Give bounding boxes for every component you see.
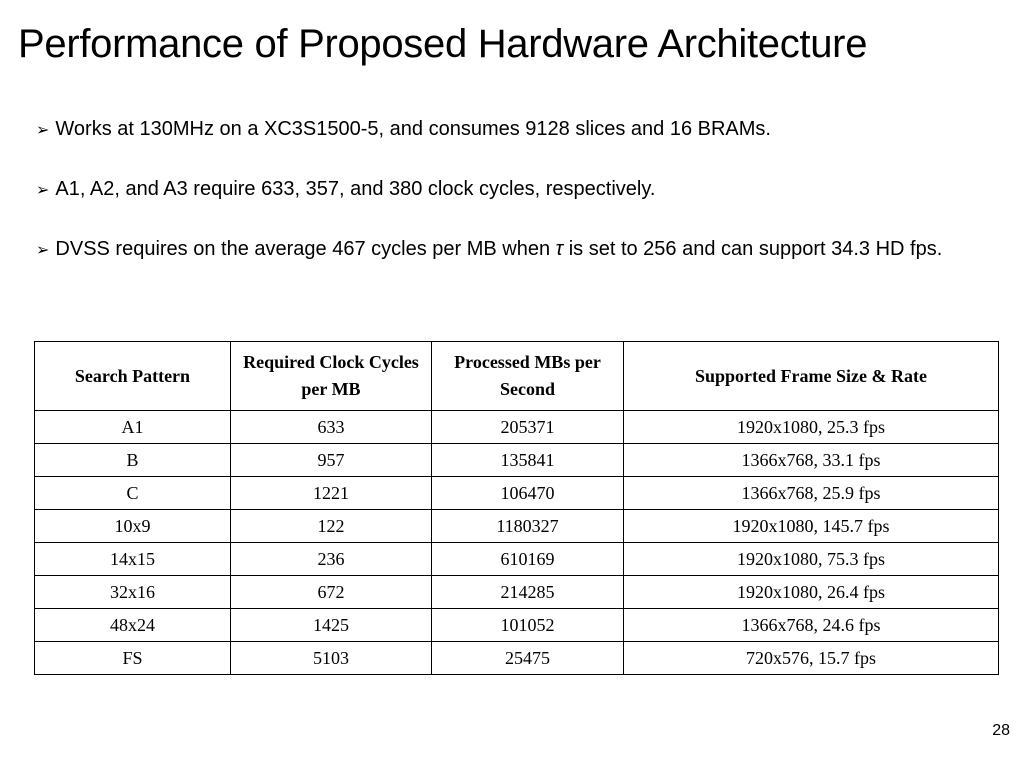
cell-processed-mbs: 205371	[432, 411, 624, 444]
cell-clock-cycles: 957	[231, 444, 432, 477]
table-row	[35, 510, 999, 543]
cell-frame-size-rate: 1920x1080, 26.4 fps	[624, 576, 999, 609]
cell-frame-size-rate: 1920x1080, 25.3 fps	[624, 411, 999, 444]
cell-search-pattern: 32x16	[35, 576, 231, 609]
cell-search-pattern: 14x15	[35, 543, 231, 576]
cell-search-pattern: B	[35, 444, 231, 477]
cell-clock-cycles: 122	[231, 510, 432, 543]
cell-clock-cycles: 633	[231, 411, 432, 444]
cell-search-pattern: FS	[35, 642, 231, 675]
slide-title: Performance of Proposed Hardware Architecture	[18, 22, 868, 66]
cell-processed-mbs: 1180327	[432, 510, 624, 543]
table-header-row	[35, 342, 999, 411]
arrow-bullet-icon: ➢	[36, 122, 50, 139]
cell-search-pattern: A1	[35, 411, 231, 444]
cell-clock-cycles: 5103	[231, 642, 432, 675]
tau-symbol: τ	[555, 238, 564, 260]
cell-processed-mbs: 610169	[432, 543, 624, 576]
cell-clock-cycles: 1425	[231, 609, 432, 642]
header-processed-mbs: Processed MBs per Second	[432, 342, 624, 411]
cell-frame-size-rate: 1920x1080, 75.3 fps	[624, 543, 999, 576]
bullet-item	[36, 114, 976, 146]
table-row	[35, 477, 999, 510]
bullet-item	[36, 234, 976, 266]
header-clock-cycles: Required Clock Cycles per MB	[231, 342, 432, 411]
arrow-bullet-icon: ➢	[36, 182, 50, 199]
bullet-text: DVSS requires on the average 467 cycles per MB when	[55, 238, 556, 260]
bullet-text: Works at 130MHz on a XC3S1500-5, and consumes 9128 slices and 16 BRAMs.	[55, 118, 771, 140]
table-row	[35, 609, 999, 642]
table-row	[35, 444, 999, 477]
performance-table	[34, 341, 999, 675]
cell-clock-cycles: 672	[231, 576, 432, 609]
cell-clock-cycles: 1221	[231, 477, 432, 510]
cell-search-pattern: C	[35, 477, 231, 510]
header-frame-size-rate: Supported Frame Size & Rate	[624, 342, 999, 411]
cell-processed-mbs: 101052	[432, 609, 624, 642]
cell-processed-mbs: 25475	[432, 642, 624, 675]
table-row	[35, 411, 999, 444]
cell-frame-size-rate: 720x576, 15.7 fps	[624, 642, 999, 675]
page-number: 28	[992, 722, 1010, 739]
bullet-item	[36, 174, 976, 206]
cell-processed-mbs: 214285	[432, 576, 624, 609]
bullet-text: is set to 256 and can support 34.3 HD fps.	[563, 238, 943, 260]
cell-processed-mbs: 135841	[432, 444, 624, 477]
table-row	[35, 543, 999, 576]
cell-frame-size-rate: 1366x768, 24.6 fps	[624, 609, 999, 642]
cell-processed-mbs: 106470	[432, 477, 624, 510]
cell-search-pattern: 10x9	[35, 510, 231, 543]
cell-search-pattern: 48x24	[35, 609, 231, 642]
cell-frame-size-rate: 1366x768, 25.9 fps	[624, 477, 999, 510]
arrow-bullet-icon: ➢	[36, 242, 50, 259]
cell-frame-size-rate: 1920x1080, 145.7 fps	[624, 510, 999, 543]
bullet-text: A1, A2, and A3 require 633, 357, and 380 clock cycles, respectively.	[55, 178, 656, 200]
cell-frame-size-rate: 1366x768, 33.1 fps	[624, 444, 999, 477]
table-row	[35, 576, 999, 609]
table-row	[35, 642, 999, 675]
header-search-pattern: Search Pattern	[35, 342, 231, 411]
cell-clock-cycles: 236	[231, 543, 432, 576]
